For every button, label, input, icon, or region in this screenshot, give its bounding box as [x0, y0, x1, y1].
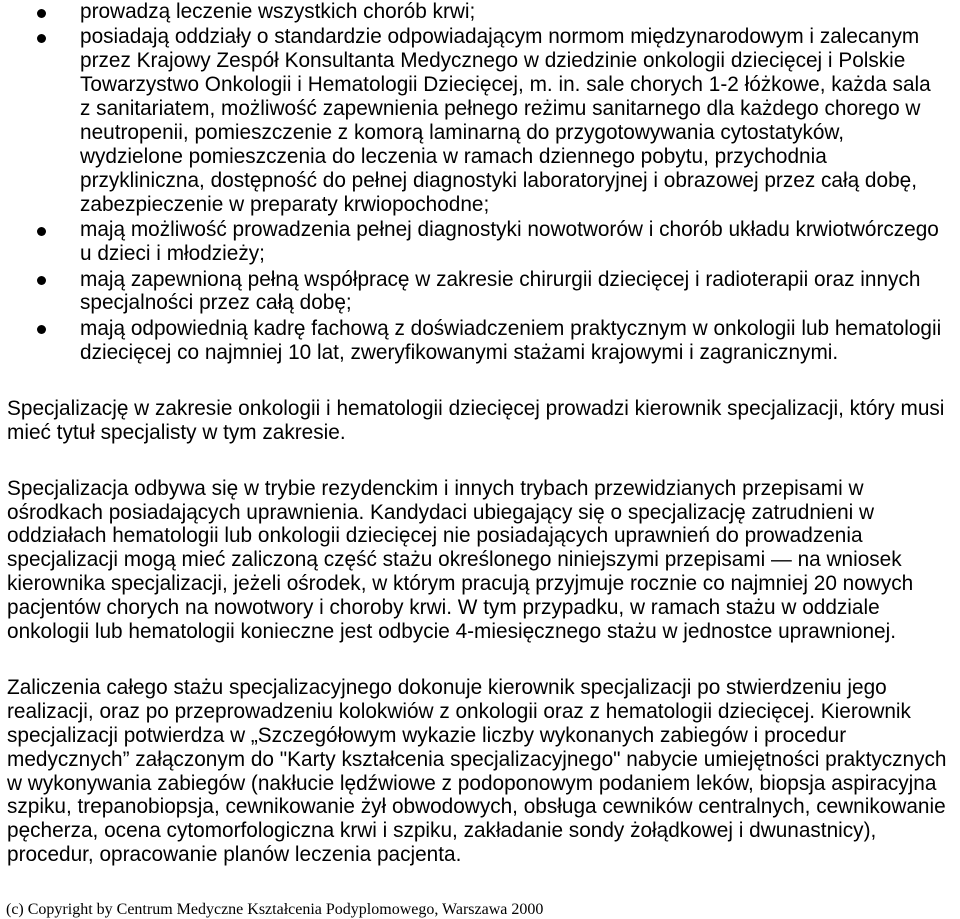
list-item-line: z sanitariatem, możliwość zapewnienia pełnego reżimu sanitarnego dla każdego chorego w: [80, 97, 921, 121]
requirements-list: [0, 0, 960, 365]
list-item: [0, 25, 960, 216]
paragraph-line: realizacji, oraz po przeprowadzeniu kolokwiów z onkologii oraz z hematologii dziecięcej. Kierownik: [7, 699, 911, 723]
paragraph-internship-completion: [0, 676, 960, 867]
list-item-line: przez Krajowy Zespół Konsultanta Medycznego w dziedzinie onkologii dziecięcej i Polskie: [80, 49, 906, 73]
paragraph-line: kierownika specjalizacji, jeżeli ośrodek, w którym pracują przyjmuje rocznie co najmniej 20 nowych: [7, 572, 914, 596]
paragraph-line: szpiku, trepanobiopsja, cewnikowanie żył obwodowych, obsługa cewników centralnych, cewnikowanie: [7, 795, 946, 819]
list-item-line: mają odpowiednią kadrę fachową z doświadczeniem praktycznym w onkologii lub hematologii: [80, 316, 942, 340]
list-item: [0, 317, 960, 365]
list-item-line: posiadają oddziały o standardzie odpowiadającym normom międzynarodowym i zalecanym: [80, 25, 920, 49]
paragraph-line: Specjalizację w zakresie onkologii i hematologii dziecięcej prowadzi kierownik specjalizacji, który musi: [7, 396, 945, 420]
paragraph-line: specjalizacji potwierdza w „Szczegółowym wykazie liczby wykonanych zabiegów i procedur: [7, 723, 847, 747]
list-item: [0, 0, 960, 24]
paragraph-line: w wykonywania zabiegów (nakłucie lędźwiowe z podoponowym podaniem leków, biopsja aspiracyjna: [7, 771, 937, 795]
copyright-footer: (c) Copyright by Centrum Medyczne Kształcenia Podyplomowego, Warszawa 2000: [6, 901, 544, 918]
list-item-line: u dzieci i młodzieży;: [80, 242, 265, 266]
list-item-line: mają możliwość prowadzenia pełnej diagnostyki nowotworów i chorób układu krwiotwórczego: [80, 218, 939, 242]
bullet-icon: [37, 276, 46, 285]
bullet-icon: [37, 227, 46, 236]
bullet-icon: [37, 325, 46, 334]
list-item: [0, 268, 960, 316]
paragraph-line: onkologii lub hematologii konieczne jest odbycie 4-miesięcznego stażu w jednostce uprawnionej.: [7, 620, 897, 644]
list-item-line: specjalności przez całą dobę;: [80, 291, 352, 315]
bullet-icon: [37, 9, 46, 18]
paragraph-line: Specjalizacja odbywa się w trybie rezydenckim i innych trybach przewidzianych przepisami w: [7, 476, 864, 500]
paragraph-line: pacjentów chorych na nowotwory i choroby krwi. W tym przypadku, w ramach stażu w oddziale: [7, 596, 880, 620]
paragraph-line: mieć tytuł specjalisty w tym zakresie.: [7, 420, 346, 444]
list-item-line: Towarzystwo Onkologii i Hematologii Dziecięcej, m. in. sale chorych 1-2 łóżkowe, każda sala: [80, 73, 931, 97]
list-item-line: wydzielone pomieszczenia do leczenia w ramach dziennego pobytu, przychodnia: [80, 144, 827, 168]
paragraph-line: ośrodkach posiadających uprawnienia. Kandydaci ubiegający się o specjalizację zatrudnieni w: [7, 500, 875, 524]
list-item: [0, 218, 960, 266]
paragraph-line: medycznych” załączonym do "Karty kształcenia specjalizacyjnego" nabycie umiejętności praktycznych: [7, 747, 947, 771]
bullet-icon: [37, 34, 46, 43]
paragraph-line: Zaliczenia całego stażu specjalizacyjnego dokonuje kierownik specjalizacji po stwierdzeniu jego: [7, 676, 887, 700]
list-item-line: przykliniczna, dostępność do pełnej diagnostyki laboratoryjnej i obrazowej przez całą dobę,: [80, 168, 917, 192]
paragraph-residency-mode: [0, 477, 960, 644]
paragraph-line: oddziałach hematologii lub onkologii dziecięcej nie posiadających uprawnień do prowadzenia: [7, 524, 863, 548]
list-item-line: mają zapewnioną pełną współpracę w zakresie chirurgii dziecięcej i radioterapii oraz innych: [80, 267, 921, 291]
paragraph-line: pęcherza, ocena cytomorfologiczna krwi i szpiku, zakładanie sondy żołądkowej i dwunastnicy),: [7, 819, 877, 843]
paragraph-specialization-supervisor: [0, 397, 960, 445]
paragraph-line: procedur, opracowanie planów leczenia pacjenta.: [7, 843, 462, 867]
paragraph-line: specjalizacji mogą mieć zaliczoną część stażu określonego niniejszymi przepisami — na wniosek: [7, 548, 902, 572]
list-item-line: zabezpieczenie w preparaty krwiopochodne;: [80, 192, 490, 216]
list-item-line: neutropenii, pomieszczenie z komorą laminarną do przygotowywania cytostatyków,: [80, 121, 845, 145]
list-item-line: prowadzą leczenie wszystkich chorób krwi;: [80, 0, 476, 23]
list-item-line: dziecięcej co najmniej 10 lat, zweryfikowanymi stażami krajowymi i zagranicznymi.: [80, 340, 839, 364]
